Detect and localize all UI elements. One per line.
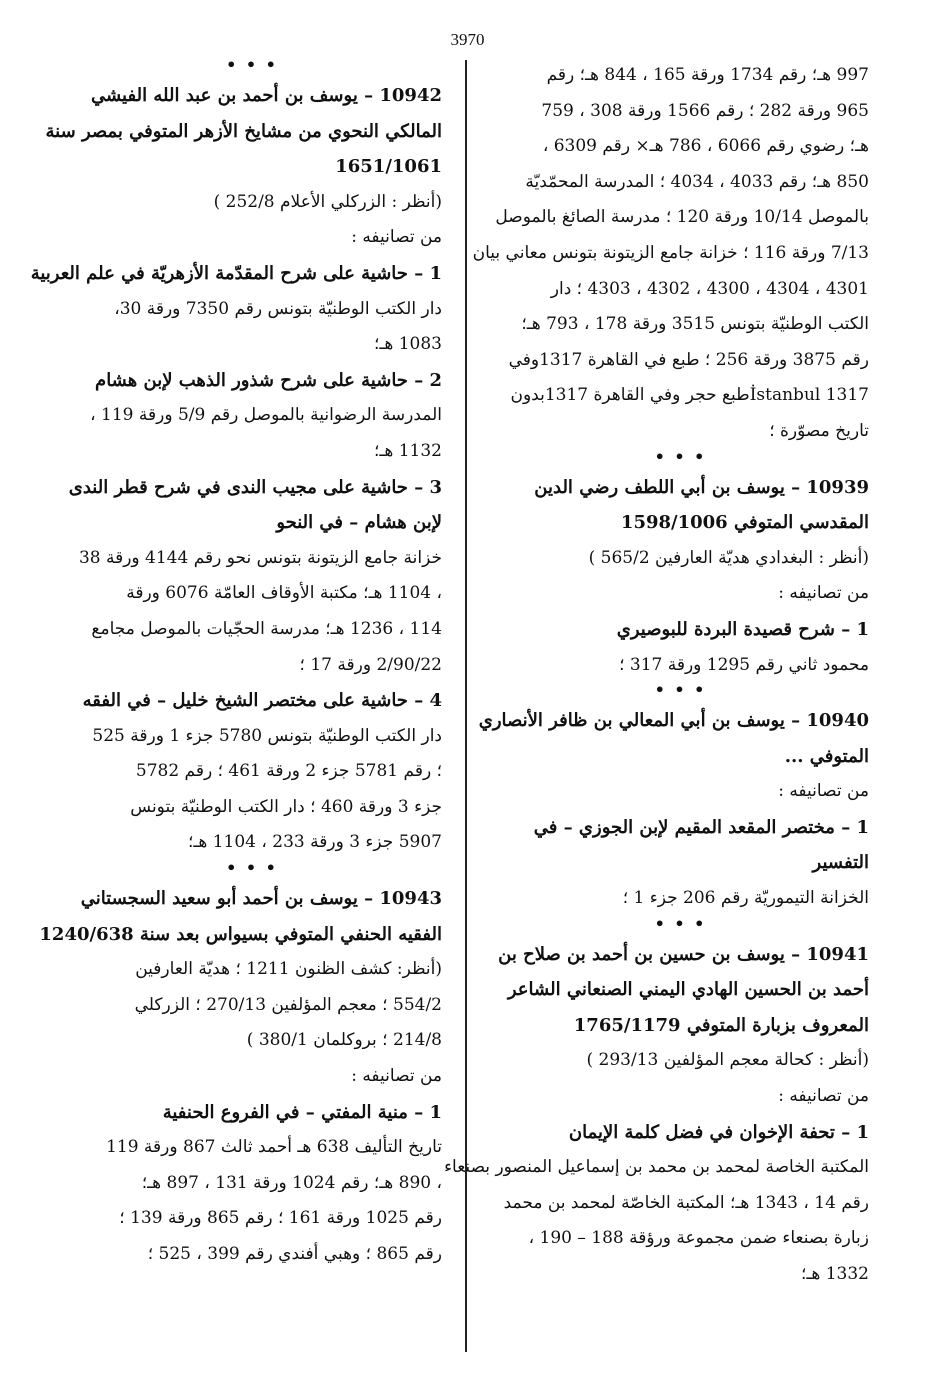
text-line: 5907 جزء 3 ورقة 233 ، 1104 هـ؛ xyxy=(187,832,442,853)
entry-heading-continued: لإبن هشام – في النحو xyxy=(276,512,442,534)
text-line: تاريخ مصوّرة ؛ xyxy=(769,420,869,441)
entry-heading-continued: المالكي النحوي من مشايخ الأزهر المتوفي بمصر سنة xyxy=(45,120,442,142)
text-line: الخزانة التيموريّة رقم 206 جزء 1 ؛ xyxy=(622,888,869,909)
entry-heading: 1 – حاشية على شرح المقدّمة الأزهريّة في علم العربية xyxy=(30,262,442,284)
page-number: 3970 xyxy=(450,30,485,49)
entry-heading-continued: التفسير xyxy=(812,852,869,874)
entry-heading: 10941 – يوسف بن حسين بن أحمد بن صلاح بن xyxy=(498,943,869,965)
right-column xyxy=(444,58,869,1293)
reference-line: 554/2 ؛ معجم المؤلفين 270/13 ؛ الزركلي xyxy=(134,994,442,1015)
text-line: ؛ رقم 5781 جزء 2 ورقة 461 ؛ رقم 5782 xyxy=(135,761,442,782)
text-line: من تصانيفه : xyxy=(351,227,442,248)
entry-heading-continued: المعروف بزبارة المتوفي 1765/1179 xyxy=(573,1014,869,1036)
text-line: 850 هـ؛ رقم 4033 ، 4034 ؛ المدرسة المحمّديّة xyxy=(525,171,869,192)
text-line: رقم 1025 ورقة 161 ؛ رقم 865 ورقة 139 ؛ xyxy=(119,1208,442,1229)
entry-heading: 4 – حاشية على مختصر الشيخ خليل – في الفقه xyxy=(82,690,442,712)
text-line: دار الكتب الوطنيّة بتونس 5780 جزء 1 ورقة 525 xyxy=(92,725,442,746)
reference-line: (أنظر: كشف الظنون 1211 ؛ هديّة العارفين xyxy=(135,959,442,980)
text-line: 4301 ، 4304 ، 4300 ، 4302 ، 4303 ؛ دار xyxy=(550,278,869,299)
reference-line: (أنظر : كحالة معجم المؤلفين 293/13 ) xyxy=(586,1050,869,1071)
entry-heading: 1 – تحفة الإخوان في فضل كلمة الإيمان xyxy=(568,1121,869,1143)
entry-heading: 10940 – يوسف بن أبي المعالي بن ظافر الأنصاري xyxy=(478,710,869,732)
text-line: جزء 3 ورقة 460 ؛ دار الكتب الوطنيّة بتونس xyxy=(130,796,442,817)
reference-line: (أنظر : الزركلي الأعلام 252/8 ) xyxy=(213,191,442,212)
entry-heading: 1 – مختصر المقعد المقيم لإبن الجوزي – في xyxy=(533,816,869,838)
text-line: محمود ثاني رقم 1295 ورقة 317 ؛ xyxy=(619,654,869,675)
text-line: 1132 هـ؛ xyxy=(373,440,442,461)
entry-heading: 2 – حاشية على شرح شذور الذهب لإبن هشام xyxy=(95,369,442,391)
entry-separator: • • • xyxy=(654,680,707,700)
text-line: 2/90/22 ورقة 17 ؛ xyxy=(299,654,442,675)
text-line: من تصانيفه : xyxy=(778,781,869,802)
text-line: ، 890 هـ؛ رقم 1024 ورقة 131 ، 897 هـ؛ xyxy=(141,1172,442,1193)
entry-separator: • • • xyxy=(654,446,707,466)
text-line: رقم 3875 ورقة 256 ؛ طبع في القاهرة 1317وفي xyxy=(508,349,869,370)
text-line: 114 ، 1236 هـ؛ مدرسة الحجّيات بالموصل مجامع xyxy=(91,618,442,639)
text-line: زبارة بصنعاء ضمن مجموعة ورؤقة 188 – 190 ، xyxy=(528,1228,869,1249)
text-line: İstanbul 1317طبع حجر وفي القاهرة 1317بدون xyxy=(510,385,869,406)
text-line: 1332 هـ؛ xyxy=(800,1264,869,1284)
entry-separator: • • • xyxy=(226,55,278,74)
text-line: المكتبة الخاصة لمحمد بن محمد بن إسماعيل المنصور بصنعاء xyxy=(444,1157,869,1178)
text-line: رقم 865 ؛ وهبي أفندي رقم 399 ، 525 ؛ xyxy=(147,1244,442,1264)
entry-heading-continued: الفقيه الحنفي المتوفي بسيواس بعد سنة 1240/638 xyxy=(39,923,442,945)
entry-heading: 10943 – يوسف بن أحمد أبو سعيد السجستاني xyxy=(80,888,442,910)
entry-heading-continued: المقدسي المتوفي 1598/1006 xyxy=(620,512,869,534)
text-line: خزانة جامع الزيتونة بتونس نحو رقم 4144 ورقة 38 xyxy=(78,547,442,568)
entry-heading: 1 – منية المفتي – في الفروع الحنفية xyxy=(162,1101,442,1123)
entry-separator: • • • xyxy=(226,858,278,878)
text-line: 1083 هـ؛ xyxy=(373,334,442,355)
entry-heading-continued: المتوفي ... xyxy=(784,745,869,767)
entry-heading: 1 – شرح قصيدة البردة للبوصيري xyxy=(616,618,869,640)
entry-heading: 10939 – يوسف بن أبي اللطف رضي الدين xyxy=(534,476,869,498)
text-line: 7/13 ورقة 116 ؛ خزانة جامع الزيتونة بتونس معاني بيان xyxy=(472,242,869,263)
text-line: بالموصل 10/14 ورقة 120 ؛ مدرسة الصائغ بالموصل xyxy=(495,207,869,228)
reference-line: (أنظر : البغدادي هديّة العارفين 565/2 ) xyxy=(588,547,869,568)
entry-separator: • • • xyxy=(654,913,707,933)
text-line: من تصانيفه : xyxy=(778,1086,869,1107)
entry-heading-continued: 1651/1061 xyxy=(335,156,442,178)
text-line: هـ؛ رضوي رقم 6066 ، 786 هـ× رقم 6309 ، xyxy=(542,136,869,157)
text-line: دار الكتب الوطنيّة بتونس رقم 7350 ورقة 30، xyxy=(114,298,442,319)
column-divider xyxy=(465,60,467,1352)
text-line: تاريخ التأليف 638 هـ أحمد ثالث 867 ورقة 119 xyxy=(106,1137,442,1158)
text-line: الكتب الوطنيّة بتونس 3515 ورقة 178 ، 793 هـ؛ xyxy=(521,314,869,335)
text-line: ، 1104 هـ؛ مكتبة الأوقاف العامّة 6076 ورقة xyxy=(126,583,442,604)
reference-line: 214/8 ؛ بروكلمان 380/1 ) xyxy=(246,1030,442,1051)
text-line: 965 ورقة 282 ؛ رقم 1566 ورقة 308 ، 759 xyxy=(541,100,869,121)
left-column xyxy=(30,55,442,1273)
text-line: المدرسة الرضوانية بالموصل رقم 5/9 ورقة 119 ، xyxy=(90,405,442,426)
entry-heading: 3 – حاشية على مجيب الندى في شرح قطر الندى xyxy=(68,476,442,498)
text-line: 997 هـ؛ رقم 1734 ورقة 165 ، 844 هـ؛ رقم xyxy=(546,65,869,85)
text-line: من تصانيفه : xyxy=(778,583,869,604)
entry-heading-continued: أحمد بن الحسين الهادي اليمني الصنعاني الشاعر xyxy=(507,979,869,1001)
text-line: رقم 14 ، 1343 هـ؛ المكتبة الخاصّة لمحمد بن محمد xyxy=(503,1192,869,1213)
entry-heading: 10942 – يوسف بن أحمد بن عبد الله الفيشي xyxy=(91,85,442,106)
text-line: من تصانيفه : xyxy=(351,1066,442,1087)
